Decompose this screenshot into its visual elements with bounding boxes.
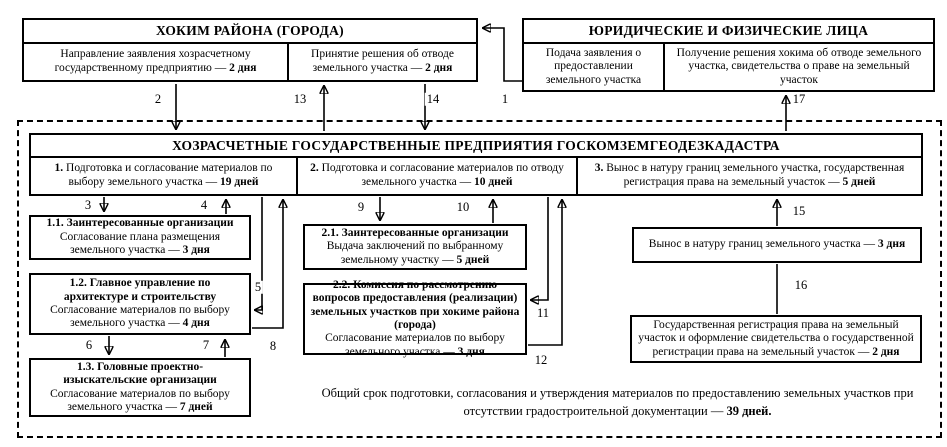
khokim-cell-send-application: Направление заявления хозрасчетному государственному предприятию — 2 дня <box>54 48 257 74</box>
enterprise-stage-1: 1. Подготовка и согласование материалов по выбору земельного участка — 19 дней <box>54 162 273 188</box>
legal-persons-block <box>522 18 935 92</box>
arrow-label-12: 12 <box>534 352 548 367</box>
arrow-label-3: 3 <box>84 197 92 212</box>
arrow-label-6: 6 <box>85 337 93 352</box>
arrow-label-4: 4 <box>200 197 208 212</box>
arrow-label-11: 11 <box>536 305 550 320</box>
box-1-2-architecture-department: 1.2. Главное управление по архитектуре и строительству Согласование материалов по выбору земельного участка — 4 дня <box>29 273 251 335</box>
arrow-label-17: 17 <box>792 91 806 106</box>
box-state-registration: Государственная регистрация права на земельный участок и оформление свидетельства о государственной регистрации права на земельный участок — 2 дня <box>630 315 922 363</box>
box-1-3-design-survey-organizations: 1.3. Головные проектно-изыскательские организации Согласование материалов по выбору земельного участка — 7 дней <box>29 358 251 417</box>
khokim-cell-allotment-decision: Принятие решения об отводе земельного участка — 2 дня <box>287 44 476 80</box>
legal-persons-title: ЮРИДИЧЕСКИЕ И ФИЗИЧЕСКИЕ ЛИЦА <box>524 20 933 44</box>
arrow-label-10: 10 <box>456 199 470 214</box>
enterprise-title: ХОЗРАСЧЕТНЫЕ ГОСУДАРСТВЕННЫЕ ПРЕДПРИЯТИЯ ГОСКОМЗЕМГЕОДЕЗКАДАСТРА <box>31 135 921 158</box>
enterprise-stage-3: 3. Вынос в натуру границ земельного участка, государственная регистрация права на земельный участок — 5 дней <box>576 158 921 194</box>
box-boundary-survey: Вынос в натуру границ земельного участка — 3 дня <box>632 227 922 263</box>
arrow-label-2: 2 <box>154 91 162 106</box>
khokim-block <box>22 18 478 82</box>
arrow-label-1: 1 <box>501 91 509 106</box>
legal-cell-submit-application: Подача заявления о предоставлении земельного участка <box>545 46 642 86</box>
arrow-label-8: 8 <box>269 338 277 353</box>
arrow-label-7: 7 <box>202 337 210 352</box>
enterprise-stage-2: 2. Подготовка и согласование материалов по отводу земельного участка — 10 дней <box>296 158 576 194</box>
box-1-1-interested-organizations: 1.1. Заинтересованные организации Согласование плана размещения земельного участка — 3 дня <box>29 215 251 260</box>
enterprise-block <box>29 133 923 196</box>
arrow-label-16: 16 <box>794 277 808 292</box>
arrow-label-14: 14 <box>426 91 440 106</box>
khokim-title: ХОКИМ РАЙОНА (ГОРОДА) <box>24 20 476 44</box>
flow-arrow-1 <box>483 28 522 81</box>
total-duration-note: Общий срок подготовки, согласования и утверждения материалов по предоставлению земельных участков при отсутствии градостроительной документации — 39 дней. <box>321 386 914 419</box>
arrow-label-5: 5 <box>254 279 262 294</box>
arrow-label-13: 13 <box>293 91 307 106</box>
legal-cell-receive-decision: Получение решения хокима об отводе земельного участка, свидетельства о праве на земельный участок <box>663 44 933 90</box>
arrow-label-9: 9 <box>357 199 365 214</box>
box-2-1-interested-organizations: 2.1. Заинтересованные организации Выдача заключений по выбранному земельному участку — 5 дней <box>303 224 527 270</box>
arrow-label-15: 15 <box>792 203 806 218</box>
box-2-2-commission: 2.2. Комиссия по рассмотрению вопросов предоставления (реализации) земельных участков при хокиме района (города) Согласование материалов по выбору земельного участка — 3 дня <box>303 283 527 355</box>
